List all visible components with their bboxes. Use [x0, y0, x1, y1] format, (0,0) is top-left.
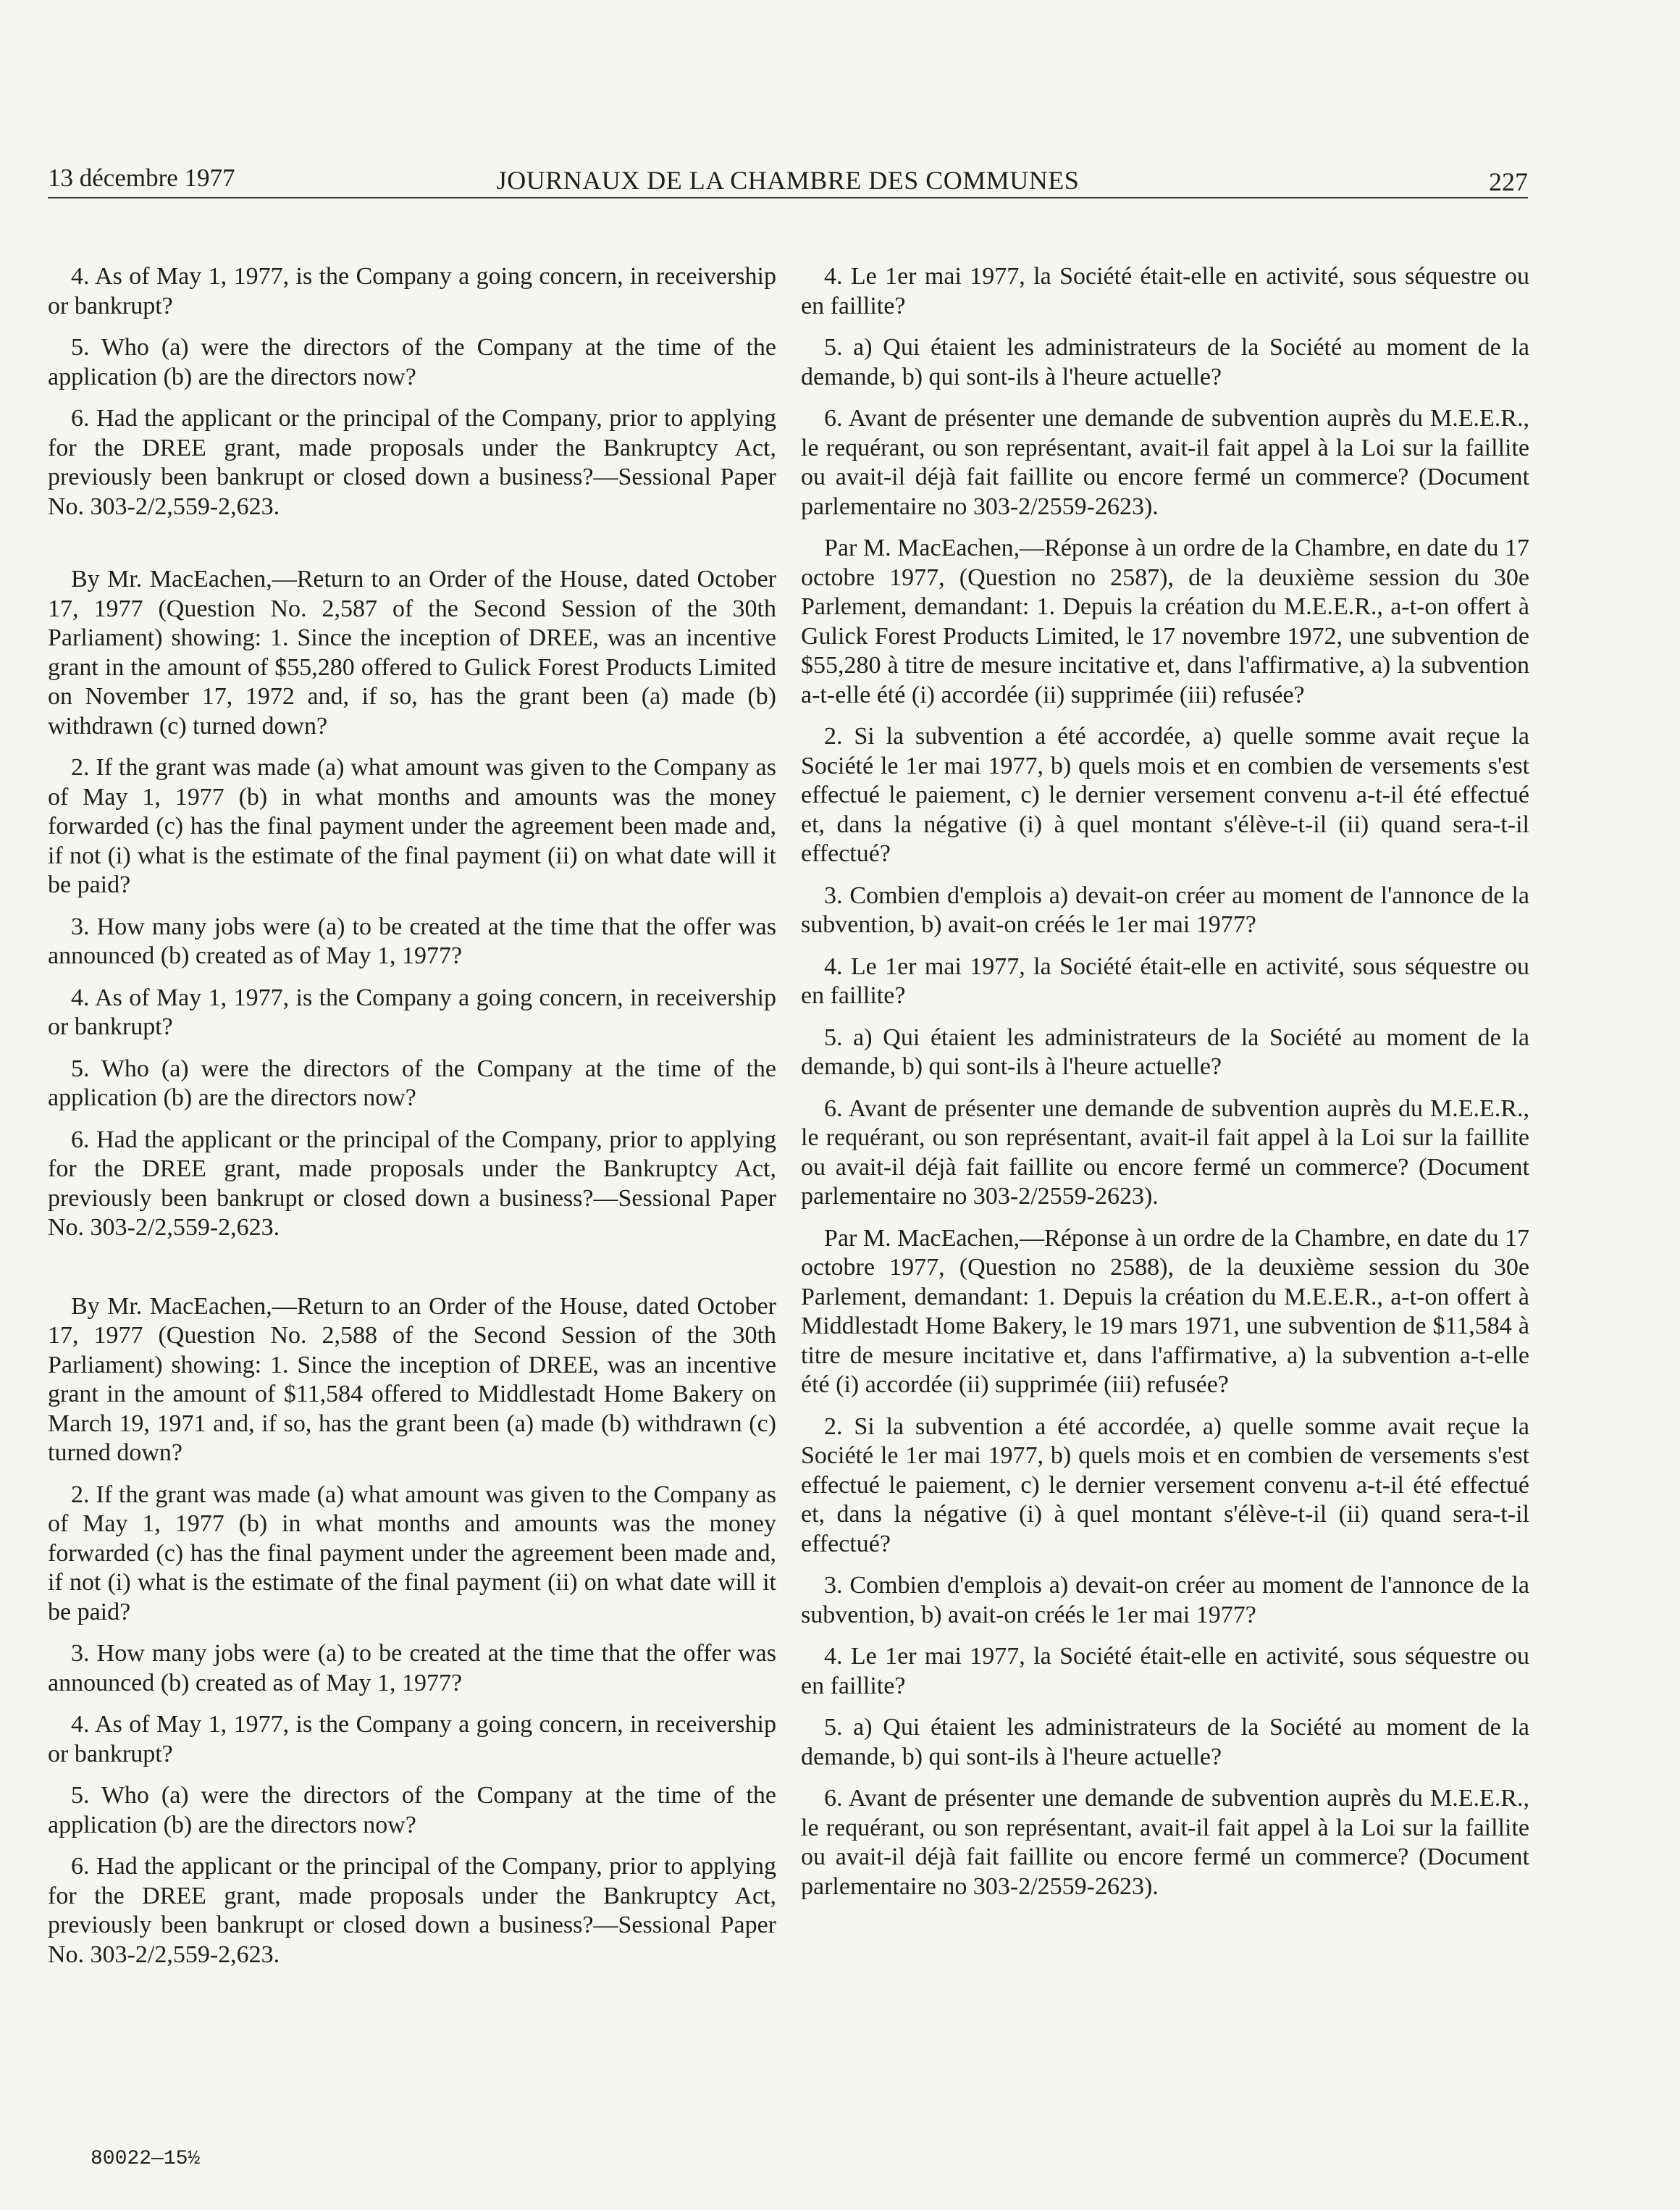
- paragraph: 3. How many jobs were (a) to be created at the time that the offer was announced (b) created as of May 1, 1977?: [48, 1640, 776, 1696]
- paragraph: 4. Le 1er mai 1977, la Société était-elle en activité, sous séquestre ou en faillite?: [801, 263, 1529, 319]
- paragraph: 5. Who (a) were the directors of the Company at the time of the application (b) are the directors now?: [48, 1782, 776, 1838]
- paragraph: 6. Avant de présenter une demande de subvention auprès du M.E.E.R., le requérant, ou son représentant, avait-il fait appel à la Loi sur la faillite ou avait-il déjà fait faillite ou encore fermé un commerce? (Document parlementaire no 303-2/2559-2623).: [801, 405, 1529, 520]
- paragraph: 4. Le 1er mai 1977, la Société était-elle en activité, sous séquestre ou en faillite?: [801, 953, 1529, 1009]
- paragraph: 5. Who (a) were the directors of the Company at the time of the application (b) are the directors now?: [48, 334, 776, 390]
- return-intro-paragraph: Par M. MacEachen,—Réponse à un ordre de la Chambre, en date du 17 octobre 1977, (Question no 2587), de la deuxième session du 30e Parlement, demandant: 1. Depuis la création du M.E.E.R., a-t-on offert à Gulick Forest Products Limited, le 17 novembre 1972, une subvention de $55,280 à titre de mesure incitative et, dans l'affirmative, a) la subvention a-t-elle été (i) accordée (ii) supprimée (iii) refusée?: [801, 535, 1529, 708]
- paragraph: 6. Had the applicant or the principal of the Company, prior to applying for the DREE grant, made proposals under the Bankruptcy Act, previously been bankrupt or closed down a business?—Sessional Paper No. 303-2/2,559-2,623.: [48, 1853, 776, 1968]
- paragraph: 6. Had the applicant or the principal of the Company, prior to applying for the DREE grant, made proposals under the Bankruptcy Act, previously been bankrupt or closed down a business?—Sessional Paper No. 303-2/2,559-2,623.: [48, 1126, 776, 1241]
- french-column: [801, 262, 1529, 1914]
- paragraph: 4. As of May 1, 1977, is the Company a going concern, in receivership or bankrupt?: [48, 1711, 776, 1767]
- print-code: 80022—15½: [91, 2148, 201, 2170]
- paragraph: 2. Si la subvention a été accordée, a) quelle somme avait reçue la Société le 1er mai 1977, b) quels mois et en combien de versements s'est effectué le paiement, c) le dernier versement convenu a-t-il été effectué et, dans la négative (i) à quel montant s'élève-t-il (ii) quand sera-t-il effectué?: [801, 723, 1529, 867]
- english-column: [48, 262, 776, 1982]
- paragraph: 3. Combien d'emplois a) devait-on créer au moment de l'annonce de la subvention, b) avait-on créés le 1er mai 1977?: [801, 882, 1529, 938]
- paragraph: 2. If the grant was made (a) what amount was given to the Company as of May 1, 1977 (b) in what months and amounts was the money forwarded (c) has the final payment under the agreement been made and, if not (i) what is the estimate of the final payment (ii) on what date will it be paid?: [48, 1481, 776, 1625]
- paragraph: 5. a) Qui étaient les administrateurs de la Société au moment de la demande, b) qui sont-ils à l'heure actuelle?: [801, 1024, 1529, 1080]
- paragraph: 4. As of May 1, 1977, is the Company a going concern, in receivership or bankrupt?: [48, 263, 776, 319]
- paragraph: 4. Le 1er mai 1977, la Société était-elle en activité, sous séquestre ou en faillite?: [801, 1643, 1529, 1699]
- paragraph: 6. Avant de présenter une demande de subvention auprès du M.E.E.R., le requérant, ou son représentant, avait-il fait appel à la Loi sur la faillite ou avait-il déjà fait faillite ou encore fermé un commerce? (Document parlementaire no 303-2/2559-2623).: [801, 1785, 1529, 1900]
- journal-title: JOURNAUX DE LA CHAMBRE DES COMMUNES: [496, 166, 1080, 195]
- header-date: 13 décembre 1977: [48, 164, 235, 192]
- paragraph: 5. Who (a) were the directors of the Company at the time of the application (b) are the directors now?: [48, 1055, 776, 1111]
- paragraph: 4. As of May 1, 1977, is the Company a going concern, in receivership or bankrupt?: [48, 984, 776, 1040]
- return-intro-paragraph: By Mr. MacEachen,—Return to an Order of the House, dated October 17, 1977 (Question No. 2,588 of the Second Session of the 30th Parliament) showing: 1. Since the inception of DREE, was an incentive grant in the amount of $11,584 offered to Middlestadt Home Bakery on March 19, 1971 and, if so, has the grant been (a) made (b) withdrawn (c) turned down?: [48, 1292, 776, 1466]
- paragraph: 3. How many jobs were (a) to be created at the time that the offer was announced (b) created as of May 1, 1977?: [48, 913, 776, 969]
- return-intro-paragraph: By Mr. MacEachen,—Return to an Order of the House, dated October 17, 1977 (Question No. 2,587 of the Second Session of the 30th Parliament) showing: 1. Since the inception of DREE, was an incentive grant in the amount of $55,280 offered to Gulick Forest Products Limited on November 17, 1972 and, if so, has the grant been (a) made (b) withdrawn (c) turned down?: [48, 566, 776, 740]
- return-intro-paragraph: Par M. MacEachen,—Réponse à un ordre de la Chambre, en date du 17 octobre 1977, (Question no 2588), de la deuxième session du 30e Parlement, demandant: 1. Depuis la création du M.E.E.R., a-t-on offert à Middlestadt Home Bakery, le 19 mars 1971, une subvention de $11,584 à titre de mesure incitative et, dans l'affirmative, a) la subvention a-t-elle été (i) accordée (ii) supprimée (iii) refusée?: [801, 1224, 1529, 1398]
- paragraph: 3. Combien d'emplois a) devait-on créer au moment de l'annonce de la subvention, b) avait-on créés le 1er mai 1977?: [801, 1572, 1529, 1628]
- page-number: 227: [1489, 167, 1528, 196]
- paragraph: 5. a) Qui étaient les administrateurs de la Société au moment de la demande, b) qui sont-ils à l'heure actuelle?: [801, 1714, 1529, 1770]
- paragraph: 6. Had the applicant or the principal of the Company, prior to applying for the DREE grant, made proposals under the Bankruptcy Act, previously been bankrupt or closed down a business?—Sessional Paper No. 303-2/2,559-2,623.: [48, 405, 776, 520]
- page-header: [48, 145, 1528, 198]
- paragraph: 2. If the grant was made (a) what amount was given to the Company as of May 1, 1977 (b) in what months and amounts was the money forwarded (c) has the final payment under the agreement been made and, if not (i) what is the estimate of the final payment (ii) on what date will it be paid?: [48, 754, 776, 898]
- paragraph: 6. Avant de présenter une demande de subvention auprès du M.E.E.R., le requérant, ou son représentant, avait-il fait appel à la Loi sur la faillite ou avait-il déjà fait faillite ou encore fermé un commerce? (Document parlementaire no 303-2/2559-2623).: [801, 1094, 1529, 1210]
- paragraph: 2. Si la subvention a été accordée, a) quelle somme avait reçue la Société le 1er mai 1977, b) quels mois et en combien de versements s'est effectué le paiement, c) le dernier versement convenu a-t-il été effectué et, dans la négative (i) à quel montant s'élève-t-il (ii) quand sera-t-il effectué?: [801, 1412, 1529, 1557]
- paragraph: 5. a) Qui étaient les administrateurs de la Société au moment de la demande, b) qui sont-ils à l'heure actuelle?: [801, 334, 1529, 390]
